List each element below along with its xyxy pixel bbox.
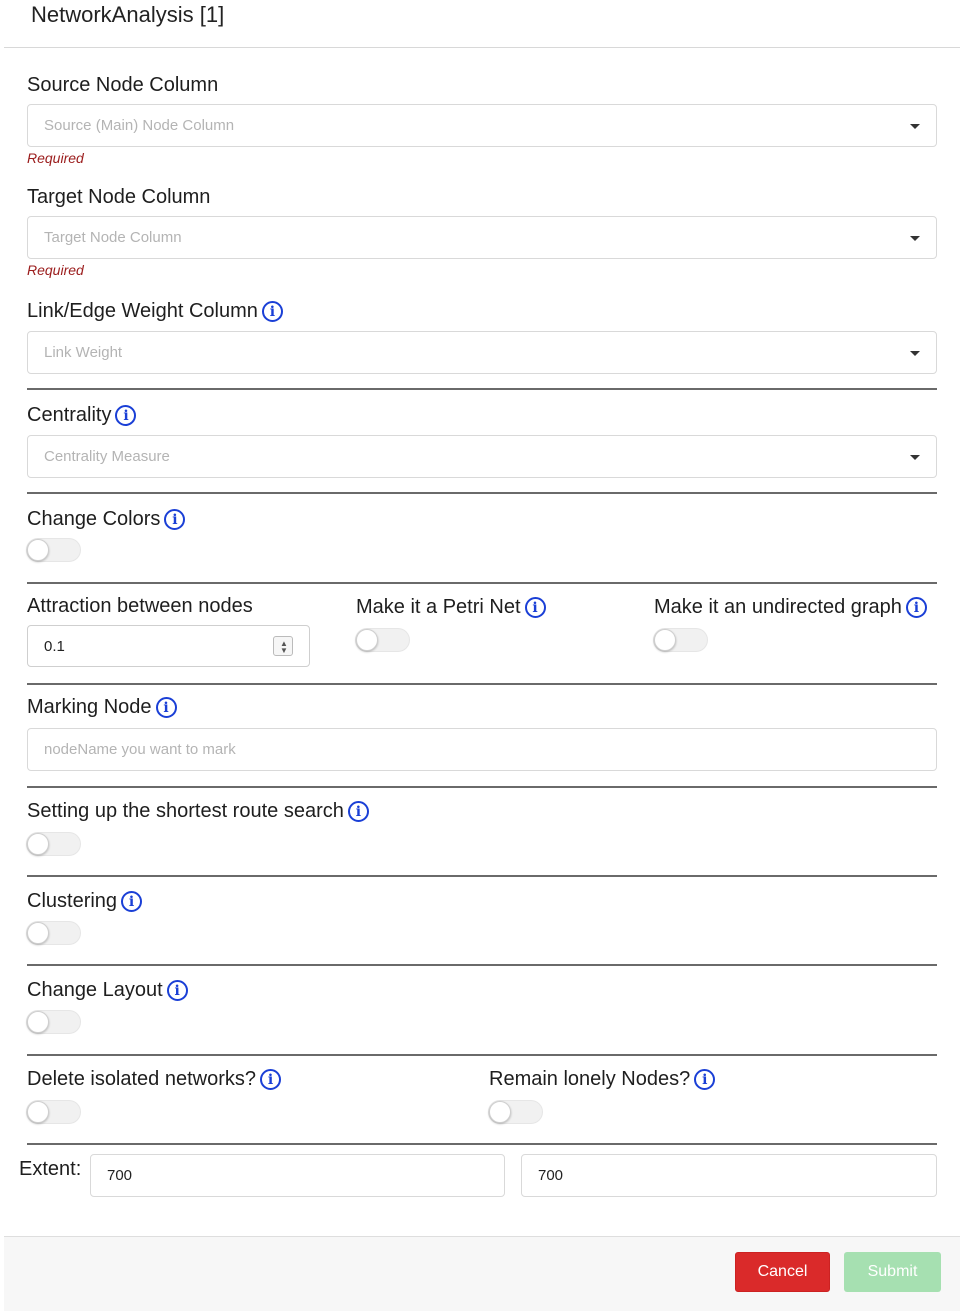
info-icon[interactable]: i — [115, 405, 136, 426]
caret-down-icon — [910, 236, 920, 241]
title-bar — [4, 0, 960, 48]
shortest-route-toggle[interactable] — [26, 832, 81, 856]
shortest-route-label: Setting up the shortest route search i — [27, 800, 369, 823]
divider — [27, 964, 937, 966]
marking-node-label: Marking Node i — [27, 696, 177, 719]
change-colors-toggle[interactable] — [26, 538, 81, 562]
marking-node-input[interactable] — [27, 728, 937, 771]
petri-net-label: Make it a Petri Net i — [356, 596, 546, 619]
toggle-knob — [489, 1101, 511, 1123]
centrality-placeholder: Centrality Measure — [44, 448, 170, 465]
toggle-knob — [356, 629, 378, 651]
change-layout-label: Change Layout i — [27, 979, 188, 1002]
source-node-label: Source Node Column — [27, 74, 219, 96]
divider — [27, 683, 937, 685]
centrality-label: Centrality i — [27, 404, 136, 427]
target-node-placeholder: Target Node Column — [44, 229, 182, 246]
divider — [27, 1054, 937, 1056]
caret-down-icon — [910, 351, 920, 356]
cancel-button[interactable]: Cancel — [735, 1252, 830, 1292]
divider — [27, 875, 937, 877]
source-node-select[interactable] — [27, 104, 937, 147]
toggle-knob — [654, 629, 676, 651]
change-colors-label: Change Colors i — [27, 508, 185, 531]
delete-isolated-toggle[interactable] — [26, 1100, 81, 1124]
window-title: NetworkAnalysis [1] — [31, 2, 225, 27]
extent-height-value: 700 — [538, 1167, 564, 1184]
source-node-placeholder: Source (Main) Node Column — [44, 117, 235, 134]
number-spinner[interactable] — [273, 636, 293, 656]
clustering-label: Clustering i — [27, 890, 142, 913]
centrality-select[interactable] — [27, 435, 937, 478]
clustering-toggle[interactable] — [26, 921, 81, 945]
chevron-up-icon[interactable]: ▲ — [280, 639, 288, 648]
chevron-down-icon[interactable]: ▼ — [280, 646, 288, 655]
extent-width-value: 700 — [107, 1167, 133, 1184]
submit-button[interactable]: Submit — [844, 1252, 941, 1292]
divider — [27, 1143, 937, 1145]
extent-height-input[interactable] — [521, 1154, 937, 1197]
undirected-label: Make it an undirected graph i — [654, 596, 927, 619]
petri-net-toggle[interactable] — [355, 628, 410, 652]
info-icon[interactable]: i — [156, 697, 177, 718]
info-icon[interactable]: i — [260, 1069, 281, 1090]
info-icon[interactable]: i — [906, 597, 927, 618]
toggle-knob — [27, 922, 49, 944]
change-layout-toggle[interactable] — [26, 1010, 81, 1034]
extent-label: Extent: — [19, 1158, 82, 1180]
attraction-input[interactable] — [27, 625, 310, 667]
divider — [27, 492, 937, 494]
toggle-knob — [27, 1011, 49, 1033]
toggle-knob — [27, 539, 49, 561]
link-weight-placeholder: Link Weight — [44, 344, 123, 361]
source-node-required: Required — [27, 150, 84, 166]
toggle-knob — [27, 833, 49, 855]
link-weight-select[interactable] — [27, 331, 937, 374]
attraction-label: Attraction between nodes — [27, 595, 253, 617]
info-icon[interactable]: i — [121, 891, 142, 912]
delete-isolated-label: Delete isolated networks? i — [27, 1068, 281, 1091]
remain-lonely-label: Remain lonely Nodes? i — [489, 1068, 715, 1091]
extent-width-input[interactable] — [90, 1154, 505, 1197]
divider — [27, 786, 937, 788]
caret-down-icon — [910, 124, 920, 129]
info-icon[interactable]: i — [167, 980, 188, 1001]
info-icon[interactable]: i — [348, 801, 369, 822]
info-icon[interactable]: i — [262, 301, 283, 322]
target-node-required: Required — [27, 262, 84, 278]
target-node-label: Target Node Column — [27, 186, 211, 208]
info-icon[interactable]: i — [694, 1069, 715, 1090]
toggle-knob — [27, 1101, 49, 1123]
marking-node-placeholder: nodeName you want to mark — [44, 741, 236, 758]
undirected-toggle[interactable] — [653, 628, 708, 652]
info-icon[interactable]: i — [164, 509, 185, 530]
link-weight-label: Link/Edge Weight Column i — [27, 300, 283, 323]
target-node-select[interactable] — [27, 216, 937, 259]
attraction-value: 0.1 — [44, 638, 65, 655]
remain-lonely-toggle[interactable] — [488, 1100, 543, 1124]
caret-down-icon — [910, 455, 920, 460]
divider — [27, 582, 937, 584]
info-icon[interactable]: i — [525, 597, 546, 618]
divider — [27, 388, 937, 390]
